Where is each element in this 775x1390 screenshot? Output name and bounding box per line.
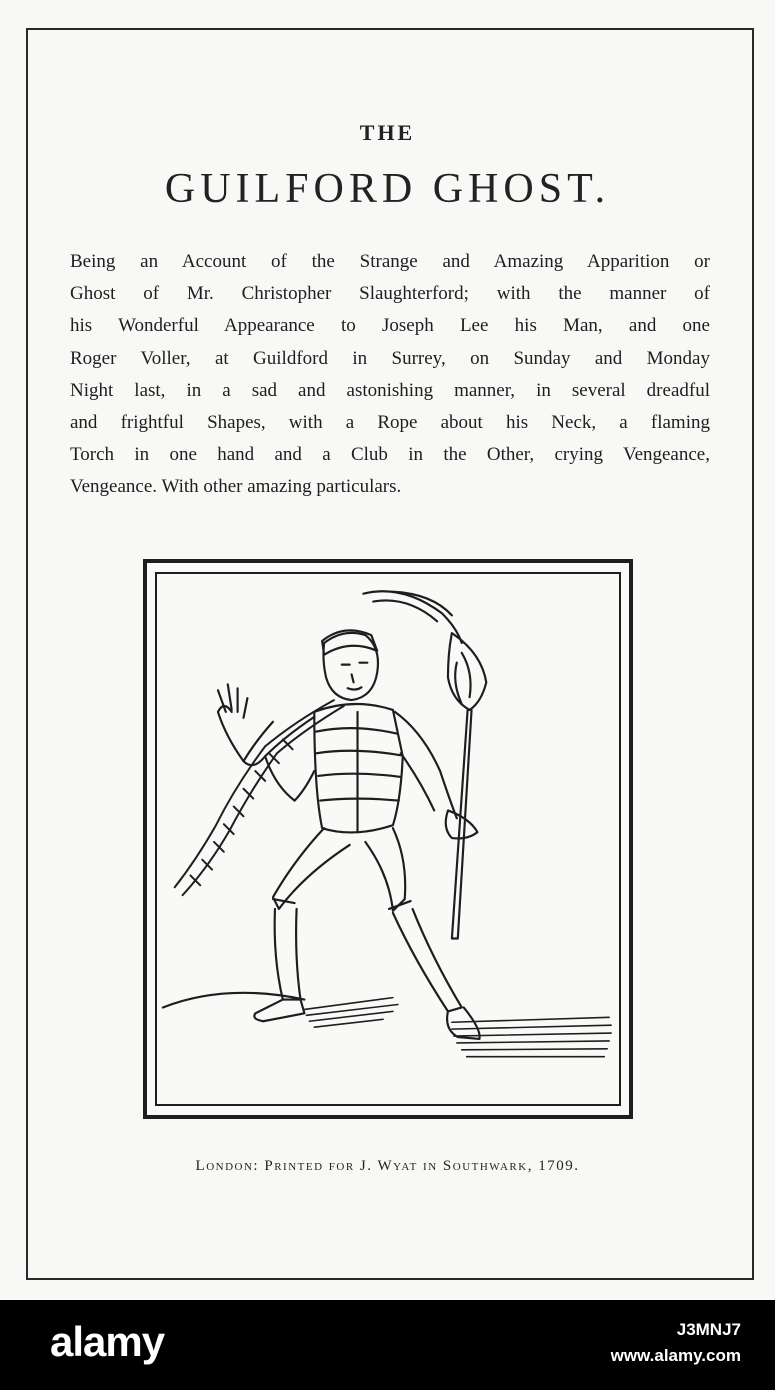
ghost-head xyxy=(322,630,378,700)
woodcut-inner-border xyxy=(155,572,621,1106)
body-paragraph xyxy=(70,246,710,504)
body-line: Roger Voller, at Guildford in Surrey, on Sunday and Monday xyxy=(70,347,710,369)
ghost-legs xyxy=(273,828,462,1011)
flame-shape xyxy=(363,591,486,710)
ghost-right-arm xyxy=(395,712,478,838)
body-line: Night last, in a sad and astonishing manner, in several dreadful xyxy=(70,379,710,401)
alamy-logo: alamy xyxy=(50,1318,165,1365)
body-line: Vengeance. With other amazing particulars. xyxy=(70,476,402,498)
woodcut-illustration-frame xyxy=(143,559,633,1119)
torch-handle xyxy=(452,710,472,939)
ghost-left-arm xyxy=(218,684,314,800)
site-url-label: www.alamy.com xyxy=(610,1346,741,1365)
ghost-woodcut-illustration xyxy=(157,574,619,1104)
body-line: and frightful Shapes, with a Rope about his Neck, a flaming xyxy=(70,412,710,434)
body-line: Ghost of Mr. Christopher Slaughterford; with the manner of xyxy=(70,283,710,305)
ground-shadow-left xyxy=(304,998,397,1028)
imprint-line: London: Printed for J. Wyat in Southwark, 1709. xyxy=(195,1158,580,1174)
ghost-torso xyxy=(314,704,402,832)
heading-the: THE xyxy=(359,120,416,145)
page-title: GUILFORD GHOST. xyxy=(164,166,611,212)
body-line: Torch in one hand and a Club in the Other, crying Vengeance, xyxy=(70,444,710,466)
body-line: Being an Account of the Strange and Amazing Apparition or xyxy=(70,251,710,272)
body-line: his Wonderful Appearance to Joseph Lee his Man, and one xyxy=(70,315,710,337)
image-id-label: J3MNJ7 xyxy=(676,1320,741,1339)
ghost-feet xyxy=(254,1000,479,1039)
